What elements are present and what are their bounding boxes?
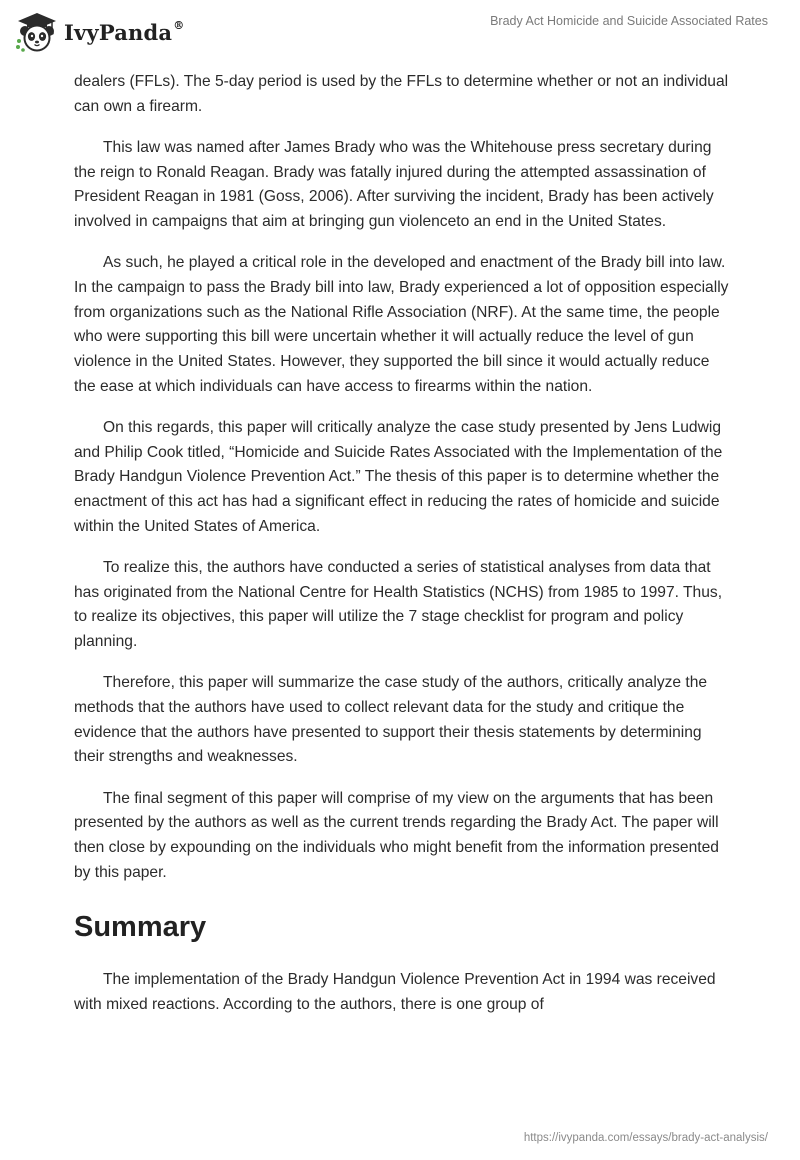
- brand-name: IvyPanda®: [64, 18, 185, 45]
- panda-graduate-icon: [14, 8, 60, 54]
- running-title: Brady Act Homicide and Suicide Associated Rates: [490, 14, 768, 28]
- source-url[interactable]: https://ivypanda.com/essays/brady-act-analysis/: [523, 1132, 768, 1144]
- paragraph: To realize this, the authors have conducted a series of statistical analyses from data that has originated from the National Centre for Health Statistics (NCHS) from 1985 to 1997. Thus, to realize its objectives, this paper will utilize the 7 stage checklist for program and policy planning.: [74, 558, 723, 651]
- paragraph: Therefore, this paper will summarize the case study of the authors, critically analyze the methods that the authors have used to collect relevant data for the study and critique the evidence that the authors have presented to support their thesis statements by determining their strengths and weaknesses.: [74, 674, 708, 766]
- paragraph: The implementation of the Brady Handgun Violence Prevention Act in 1994 was received with mixed reactions. According to the authors, there is one group of: [74, 971, 716, 1014]
- paragraph: The final segment of this paper will comprise of my view on the arguments that has been presented by the authors as well as the current trends regarding the Brady Act. The paper will then close by expounding on the individuals who might benefit from the information presented by this paper.: [74, 789, 719, 881]
- ivypanda-logo[interactable]: [14, 8, 184, 54]
- page-header: [0, 0, 800, 70]
- essay-body: [74, 70, 734, 1034]
- paragraph: As such, he played a critical role in the developed and enactment of the Brady bill into law. In the campaign to pass the Brady bill into law, Brady experienced a lot of opposition especially from organizations such as the National Rifle Association (NRF). At the same time, the people who were supporting this bill were uncertain whether it will actually reduce the level of gun violence in the United States. However, they supported the bill since it would actually reduce the ease at which individuals can have access to firearms within the nation.: [74, 254, 729, 395]
- paragraph: dealers (FFLs). The 5-day period is used by the FFLs to determine whether or not an individual can own a firearm.: [74, 73, 729, 115]
- paragraph: On this regards, this paper will critically analyze the case study presented by Jens Ludwig and Philip Cook titled, “Homicide and Suicide Rates Associated with the Implementation of the Brady Handgun Violence Prevention Act.” The thesis of this paper is to determine whether the enactment of this act has had a significant effect in reducing the rates of homicide and suicide within the United States of America.: [74, 418, 723, 535]
- summary-heading: Summary: [74, 911, 207, 944]
- paragraph: This law was named after James Brady who was the Whitehouse press secretary during the reign to Ronald Reagan. Brady was fatally injured during the attempted assassination of President Reagan in 1981 (Goss, 2006). After surviving the incident, Brady has been actively involved in campaigns that aim at bringing gun violenceto an end in the United States.: [74, 138, 714, 231]
